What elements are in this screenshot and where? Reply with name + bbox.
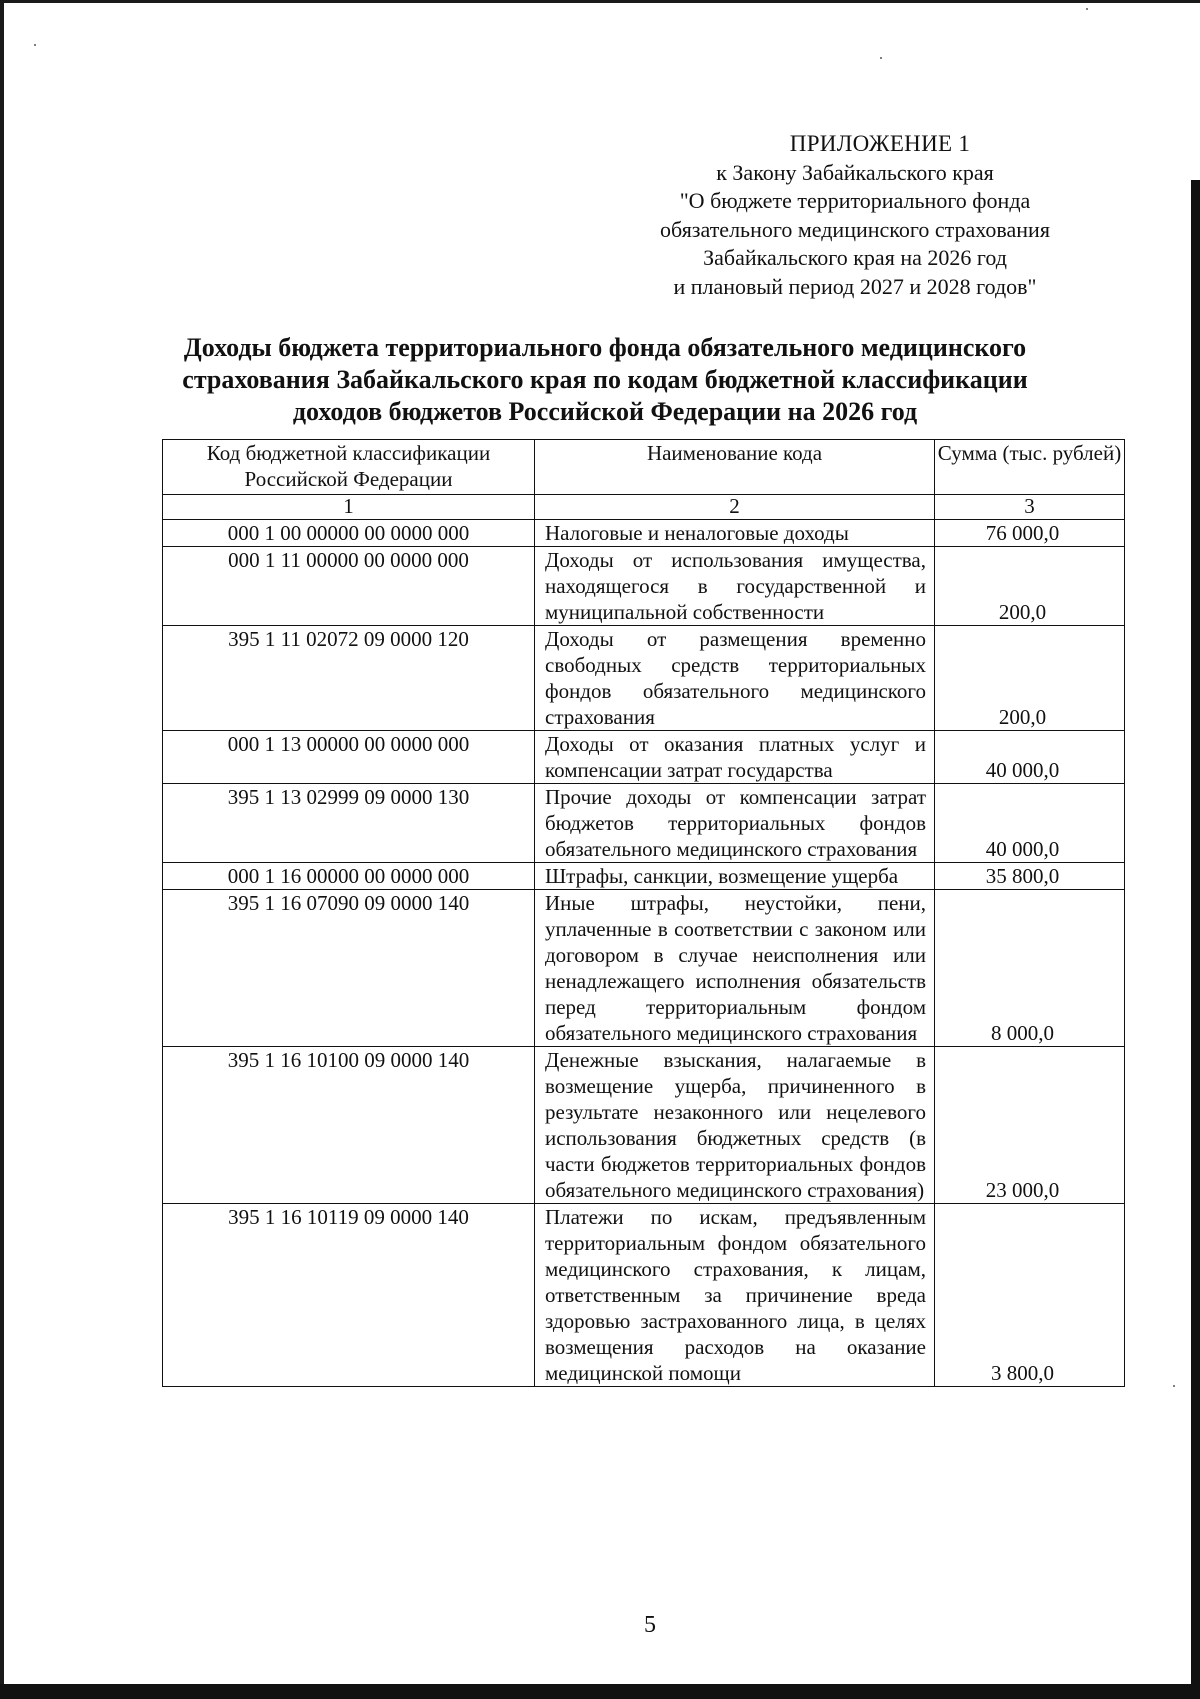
- row-name: Иные штрафы, неустойки, пени, уплаченные в соответствии с законом или договором в случае неисполнения или ненадлежащего исполнения обязательств перед территориальным фондом обязательного медицинского страхования: [535, 890, 935, 1047]
- table-row: [163, 863, 1125, 890]
- appendix-line: обязательного медицинского страхования: [660, 216, 1050, 242]
- header-code: Код бюджетной классификации Российской Федерации: [163, 440, 535, 495]
- header-sum: Сумма (тыс. рублей): [935, 440, 1125, 495]
- row-name: Штрафы, санкции, возмещение ущерба: [535, 863, 935, 890]
- table-row: [163, 1047, 1125, 1204]
- row-name: Доходы от размещения временно свободных средств территориальных фондов обязательного медицинского страхования: [535, 626, 935, 731]
- column-number: 2: [535, 495, 935, 520]
- row-name: Доходы от оказания платных услуг и компенсации затрат государства: [535, 731, 935, 784]
- row-code: 000 1 13 00000 00 0000 000: [163, 731, 535, 784]
- row-sum: 35 800,0: [935, 863, 1125, 890]
- row-sum: 200,0: [935, 547, 1125, 626]
- row-code: 000 1 11 00000 00 0000 000: [163, 547, 535, 626]
- row-code: 395 1 13 02999 09 0000 130: [163, 784, 535, 863]
- scan-border-top: [0, 0, 1200, 3]
- row-name: Налоговые и неналоговые доходы: [535, 520, 935, 547]
- scan-border-left: [0, 0, 4, 1699]
- row-name: Платежи по искам, предъявленным территориальным фондом обязательного медицинского страхования, к лицам, ответственным за причинение вреда здоровью застрахованного лица, в целях возмещения расходов на оказание медицинской помощи: [535, 1204, 935, 1387]
- table-row: [163, 1204, 1125, 1387]
- row-name: Прочие доходы от компенсации затрат бюджетов территориальных фондов обязательного медицинского страхования: [535, 784, 935, 863]
- header-name: Наименование кода: [535, 440, 935, 495]
- row-sum: 40 000,0: [935, 731, 1125, 784]
- table-row: [163, 731, 1125, 784]
- column-number-row: [163, 495, 1125, 520]
- row-code: 395 1 16 10100 09 0000 140: [163, 1047, 535, 1204]
- page-number: 5: [644, 1612, 656, 1638]
- scan-speck: [880, 57, 882, 59]
- appendix-line: "О бюджете территориального фонда: [679, 188, 1031, 213]
- scan-border-right: [1191, 180, 1200, 1699]
- title-line: Доходы бюджета территориального фонда обязательного медицинского: [183, 333, 1027, 362]
- table-row: [163, 547, 1125, 626]
- row-sum: 200,0: [935, 626, 1125, 731]
- appendix-line: Забайкальского края на 2026 год: [703, 245, 1007, 270]
- row-sum: 3 800,0: [935, 1204, 1125, 1387]
- row-code: 000 1 16 00000 00 0000 000: [163, 863, 535, 890]
- title-line: страхования Забайкальского края по кодам бюджетной классификации: [182, 365, 1028, 394]
- scan-speck: [1173, 1385, 1175, 1387]
- document-title: [150, 332, 1060, 428]
- table-row: [163, 784, 1125, 863]
- table-row: [163, 890, 1125, 1047]
- scan-speck: [34, 44, 36, 46]
- title-line: доходов бюджетов Российской Федерации на 2026 год: [292, 397, 918, 426]
- column-number: 1: [163, 495, 535, 520]
- scan-speck: [1086, 8, 1088, 10]
- row-sum: 40 000,0: [935, 784, 1125, 863]
- row-name: Доходы от использования имущества, находящегося в государственной и муниципальной собственности: [535, 547, 935, 626]
- table-row: [163, 520, 1125, 547]
- table-header-row: [163, 440, 1125, 495]
- appendix-header: [600, 130, 1110, 301]
- revenue-table: [162, 439, 1125, 1387]
- appendix-line: и плановый период 2027 и 2028 годов": [673, 273, 1037, 299]
- table-row: [163, 626, 1125, 731]
- appendix-label: ПРИЛОЖЕНИЕ 1: [789, 131, 971, 156]
- row-code: 395 1 16 10119 09 0000 140: [163, 1204, 535, 1387]
- row-code: 000 1 00 00000 00 0000 000: [163, 520, 535, 547]
- row-name: Денежные взыскания, налагаемые в возмещение ущерба, причиненного в результате незаконного или нецелевого использования бюджетных средств (в части бюджетов территориальных фондов обязательного медицинского страхования): [535, 1047, 935, 1204]
- scan-border-bottom: [0, 1684, 1200, 1699]
- appendix-line: к Закону Забайкальского края: [716, 159, 994, 185]
- row-sum: 8 000,0: [935, 890, 1125, 1047]
- row-sum: 23 000,0: [935, 1047, 1125, 1204]
- row-code: 395 1 16 07090 09 0000 140: [163, 890, 535, 1047]
- row-code: 395 1 11 02072 09 0000 120: [163, 626, 535, 731]
- row-sum: 76 000,0: [935, 520, 1125, 547]
- column-number: 3: [935, 495, 1125, 520]
